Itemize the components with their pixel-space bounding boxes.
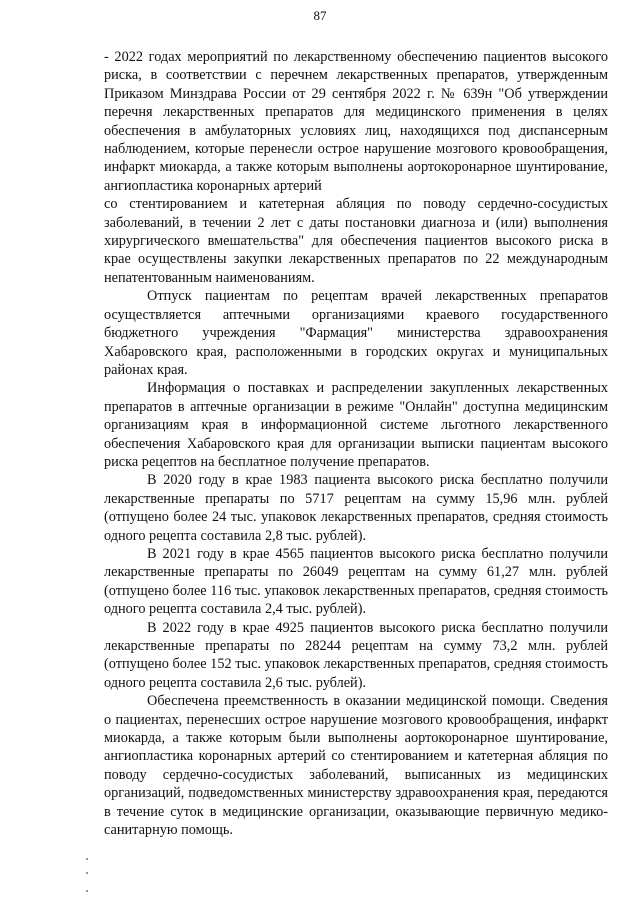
paragraph-2022: В 2022 году в крае 4925 пациентов высокого риска бесплатно получили лекарственные препараты по 28244 рецептам на сумму 73,2 млн. рублей (отпущено более 152 тыс. упаковок лекарственных препаратов, средняя стоимость одного рецепта составила 2,6 тыс. рублей). [104, 619, 608, 691]
paragraph-stenting: со стентированием и катетерная абляция по поводу сердечно-сосудистых заболеваний, в течении 2 лет с даты постановки диагноза и (или) выполнения хирургического вмешательства" для обеспечения пациентов высокого риска в крае осуществлены закупки лекарственных препаратов по 22 международным непатентованным наименованиям. [104, 196, 608, 286]
paragraph-continuation: - 2022 годах мероприятий по лекарственному обеспечению пациентов высокого риска, в соответствии с перечнем лекарственных препаратов, утвержденным Приказом Минздрава России от 29 сентября 2022 г. № 639н "Об утверждении перечня лекарственных препаратов для медицинского применения в целях обеспечения в амбулаторных условиях лиц, находящихся под диспансерным наблюдением, которые перенесли острое нарушение мозгового кровообращения, инфаркт миокарда, а также которым выполнены аортокоронарное шунтирование, ангиопластика коронарных артерий [104, 49, 608, 194]
paragraph-2020: В 2020 году в крае 1983 пациента высокого риска бесплатно получили лекарственные препараты по 5717 рецептам на сумму 15,96 млн. рублей (отпущено более 24 тыс. упаковок лекарственных препаратов, средняя стоимость одного рецепта составила 2,8 тыс. рублей). [104, 472, 608, 544]
paragraph-dispensing: Отпуск пациентам по рецептам врачей лекарственных препаратов осуществляется аптечными организациями краевого государственного бюджетного учреждения "Фармация" министерства здравоохранения Хабаровского края, расположенными в городских округах и муниципальных районах края. [104, 288, 608, 378]
body-text [104, 48, 608, 839]
scan-dot [86, 890, 88, 892]
paragraph-online-info: Информация о поставках и распределении закупленных лекарственных препаратов в аптечные организации в режиме "Онлайн" доступна медицинским организациям края в информационной системе льготного лекарственного обеспечения Хабаровского края для организации выписки пациентам высокого риска рецептов на бесплатное получение препаратов. [104, 380, 608, 470]
paragraph-continuity: Обеспечена преемственность в оказании медицинской помощи. Сведения о пациентах, перенесших острое нарушение мозгового кровообращения, инфаркт миокарда, а также которым были выполнены аортокоронарное шунтирование, ангиопластика коронарных артерий со стентированием и катетерная абляция по поводу сердечно-сосудистых заболеваний, выписанных из медицинских организаций, подведомственных министерству здравоохранения края, передаются в течение суток в медицинские организации, оказывающие первичную медико-санитарную помощь. [104, 693, 608, 839]
paragraph-2021: В 2021 году в крае 4565 пациентов высокого риска бесплатно получили лекарственные препараты по 26049 рецептам на сумму 61,27 млн. рублей (отпущено более 116 тыс. упаковок лекарственных препаратов, средняя стоимость одного рецепта составила 2,4 тыс. рублей). [104, 545, 608, 618]
scan-dot [86, 858, 88, 860]
scan-dot [86, 872, 88, 874]
page-number: 87 [313, 8, 327, 23]
